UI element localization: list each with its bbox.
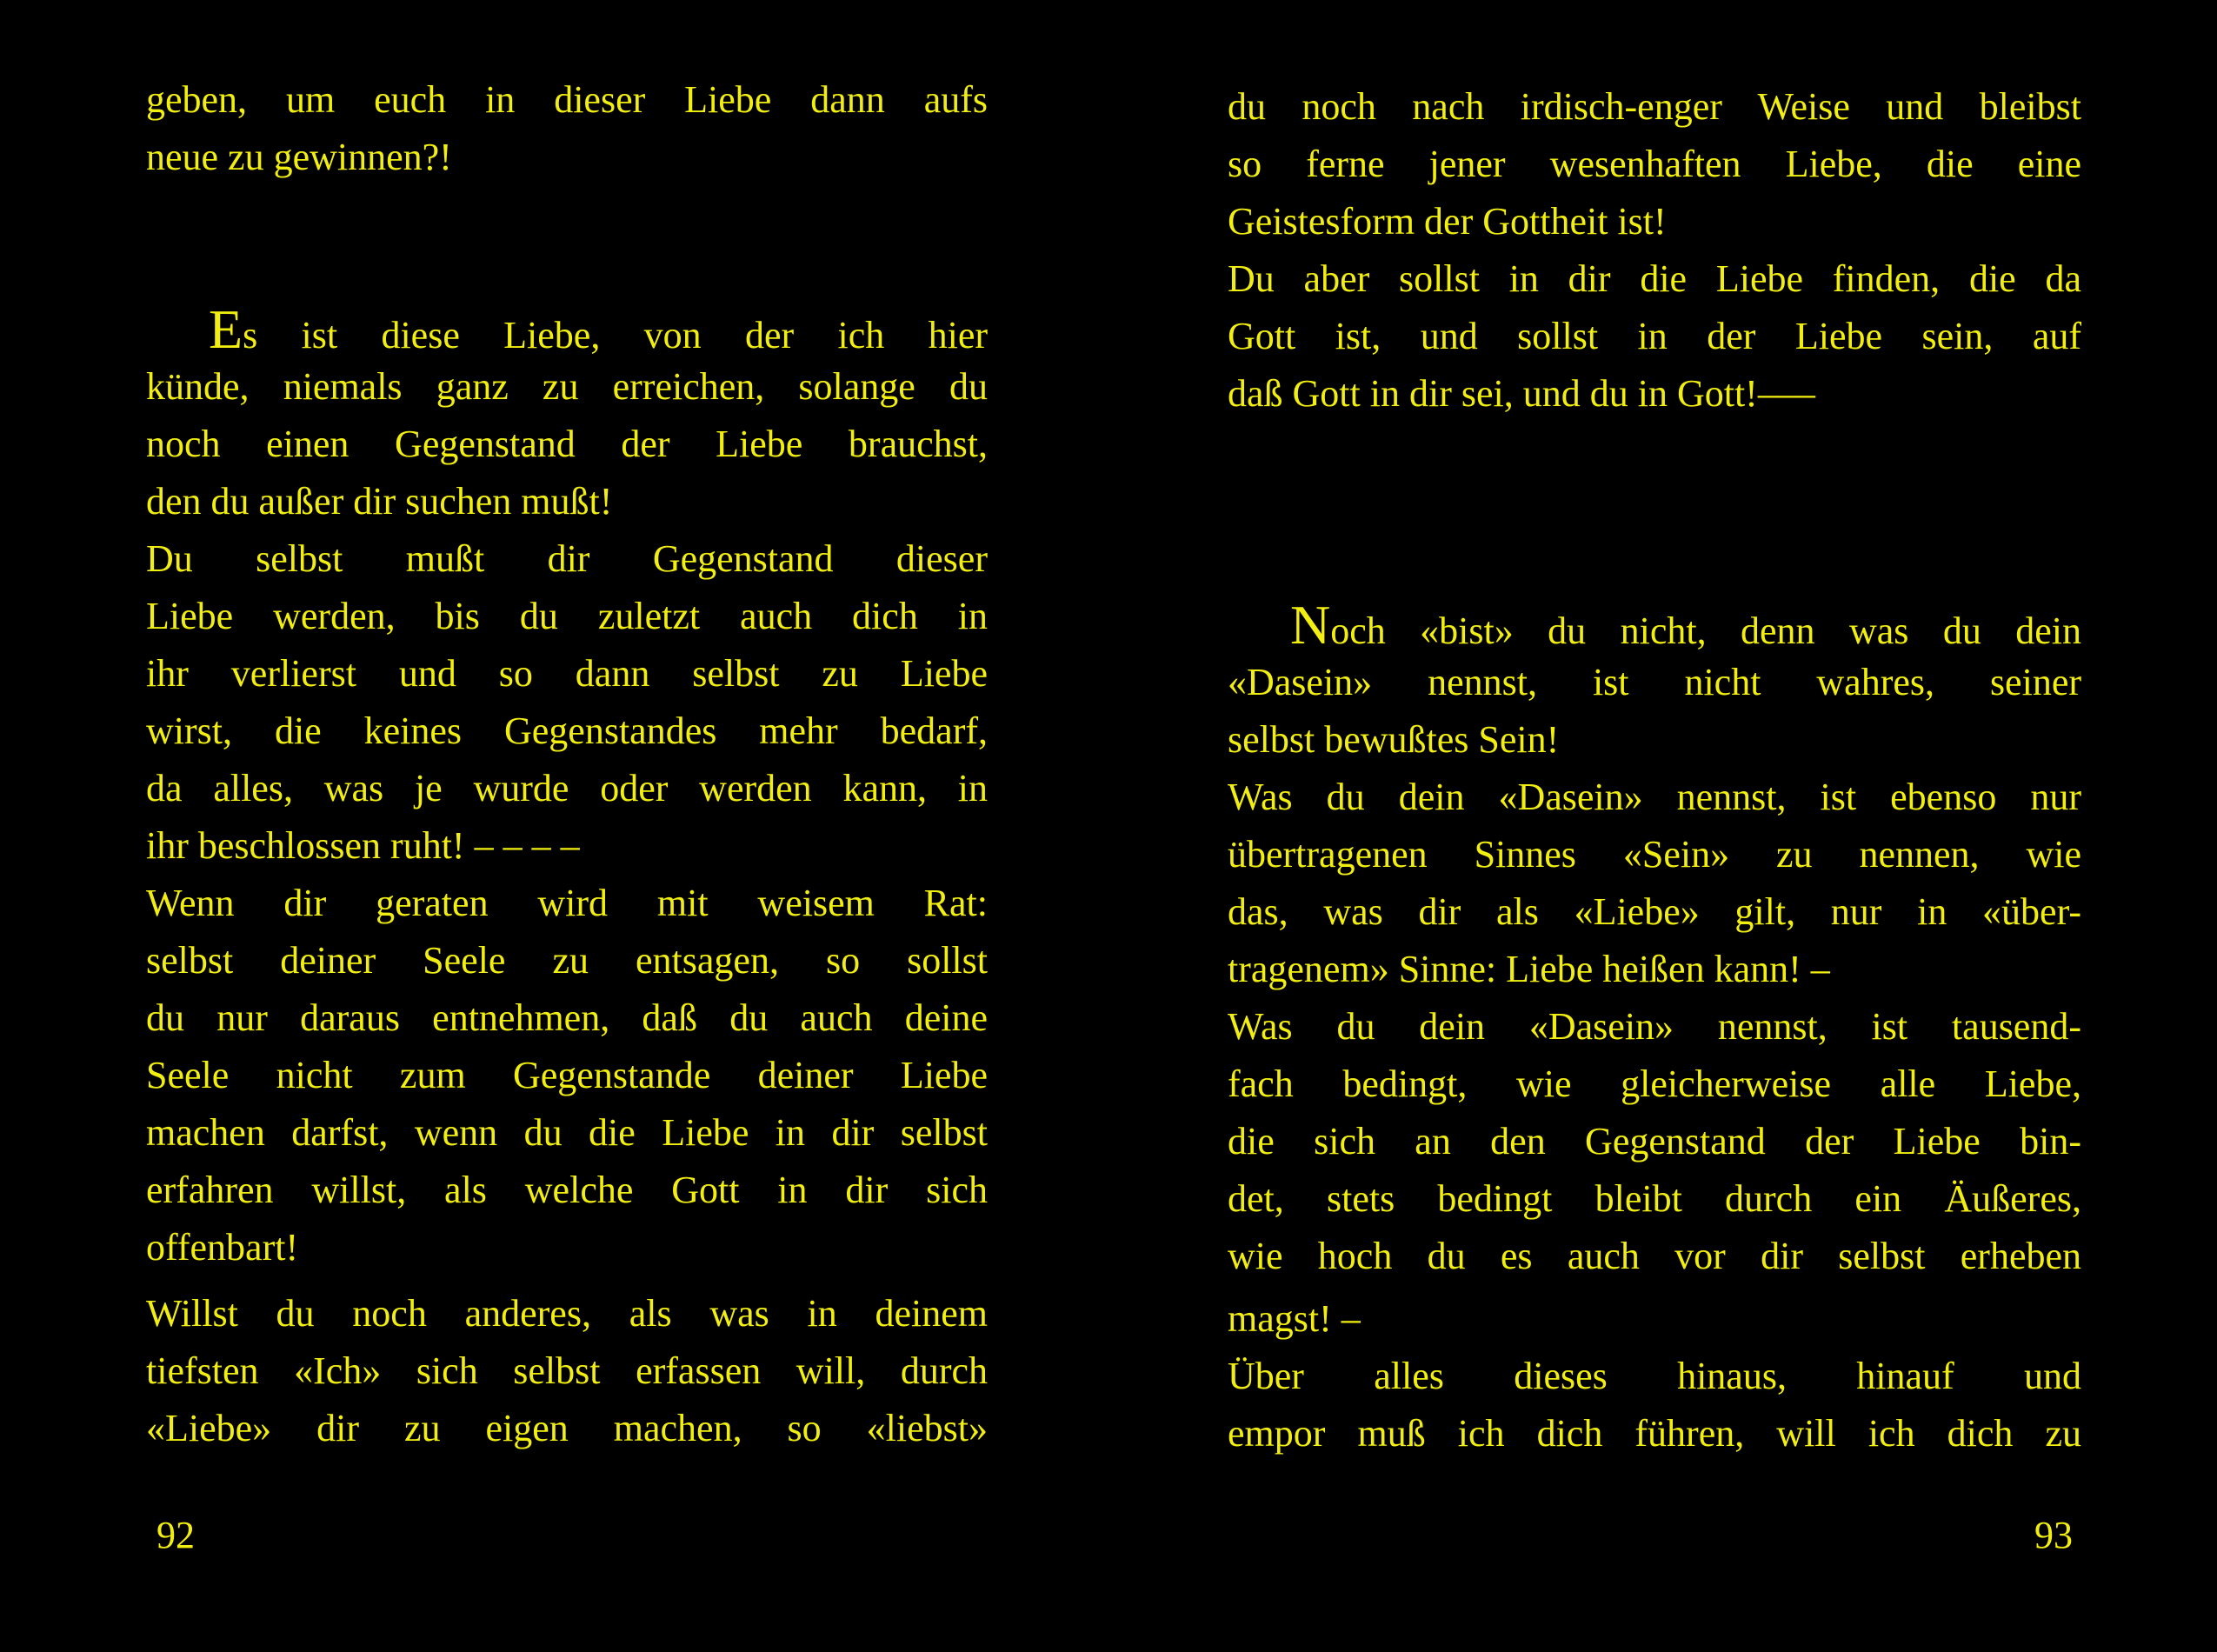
text-line: die sich an den Gegenstand der Liebe bin- xyxy=(1228,1120,2081,1162)
text-line: offenbart! xyxy=(146,1226,299,1269)
text-line: neue zu gewinnen?! xyxy=(146,136,452,178)
text-line: fach bedingt, wie gleicherweise alle Liebe, xyxy=(1228,1062,2081,1105)
text-line: empor muß ich dich führen, will ich dich zu xyxy=(1228,1412,2081,1455)
text-line: Was du dein «Dasein» nennst, ist ebenso nur xyxy=(1228,776,2081,818)
text-line: Über alles dieses hinaus, hinauf und xyxy=(1228,1355,2081,1397)
text-line-with-dropcap xyxy=(146,301,988,358)
text-line: «Liebe» dir zu eigen machen, so «liebst» xyxy=(146,1407,988,1449)
text-line: noch einen Gegenstand der Liebe brauchst, xyxy=(146,423,988,465)
text-line: Du selbst mußt dir Gegenstand dieser xyxy=(146,537,988,580)
text-line: «Dasein» nennst, ist nicht wahres, seiner xyxy=(1228,661,2081,703)
text-line: wie hoch du es auch vor dir selbst erheben xyxy=(1228,1235,2081,1277)
page-number-left: 92 xyxy=(156,1514,195,1556)
text-line: daß Gott in dir sei, und du in Gott!––– xyxy=(1228,372,1815,415)
text-line: so ferne jener wesenhaften Liebe, die eine xyxy=(1228,143,2081,185)
text-line: det, stets bedingt bleibt durch ein Äußeres, xyxy=(1228,1177,2081,1220)
text-line: wirst, die keines Gegenstandes mehr bedarf, xyxy=(146,709,988,752)
text-line: das, was dir als «Liebe» gilt, nur in «über- xyxy=(1228,890,2081,933)
text-line: Willst du noch anderes, als was in deinem xyxy=(146,1292,988,1335)
text-line: den du außer dir suchen mußt! xyxy=(146,480,613,523)
text-line: übertragenen Sinnes «Sein» zu nennen, wie xyxy=(1228,833,2081,876)
text-line: och «bist» du nicht, denn was du dein xyxy=(1330,610,2081,652)
text-line: tragenem» Sinne: Liebe heißen kann! – xyxy=(1228,948,1830,990)
text-line: s ist diese Liebe, von der ich hier xyxy=(243,314,988,356)
text-line: selbst bewußtes Sein! xyxy=(1228,718,1560,761)
left-page xyxy=(146,0,988,1652)
text-line: künde, niemals ganz zu erreichen, solange du xyxy=(146,365,988,408)
text-line: selbst deiner Seele zu entsagen, so sollst xyxy=(146,939,988,982)
text-line: tiefsten «Ich» sich selbst erfassen will, durch xyxy=(146,1349,988,1392)
text-line: Wenn dir geraten wird mit weisem Rat: xyxy=(146,882,988,924)
text-line: Geistesform der Gottheit ist! xyxy=(1228,200,1667,243)
text-line: ihr verlierst und so dann selbst zu Liebe xyxy=(146,652,988,695)
dropcap-letter: E xyxy=(209,301,243,358)
text-line: Liebe werden, bis du zuletzt auch dich in xyxy=(146,595,988,637)
text-line: Seele nicht zum Gegenstande deiner Liebe xyxy=(146,1054,988,1096)
text-line: geben, um euch in dieser Liebe dann aufs xyxy=(146,78,988,121)
text-line: du nur daraus entnehmen, daß du auch deine xyxy=(146,996,988,1039)
text-line: Was du dein «Dasein» nennst, ist tausend- xyxy=(1228,1005,2081,1048)
text-line: ihr beschlossen ruht! – – – – xyxy=(146,824,580,867)
text-line: machen darfst, wenn du die Liebe in dir selbst xyxy=(146,1111,988,1154)
right-page xyxy=(1228,0,2081,1652)
text-line: Du aber sollst in dir die Liebe finden, die da xyxy=(1228,257,2081,300)
text-line: du noch nach irdisch-enger Weise und bleibst xyxy=(1228,85,2081,128)
page-number-right: 93 xyxy=(2034,1514,2073,1556)
text-line: Gott ist, und sollst in der Liebe sein, auf xyxy=(1228,315,2081,357)
dropcap-letter: N xyxy=(1290,596,1331,654)
text-line: da alles, was je wurde oder werden kann, in xyxy=(146,767,988,809)
text-line: erfahren willst, als welche Gott in dir sich xyxy=(146,1169,988,1211)
text-line-with-dropcap xyxy=(1228,596,2081,654)
text-line: magst! – xyxy=(1228,1297,1361,1340)
